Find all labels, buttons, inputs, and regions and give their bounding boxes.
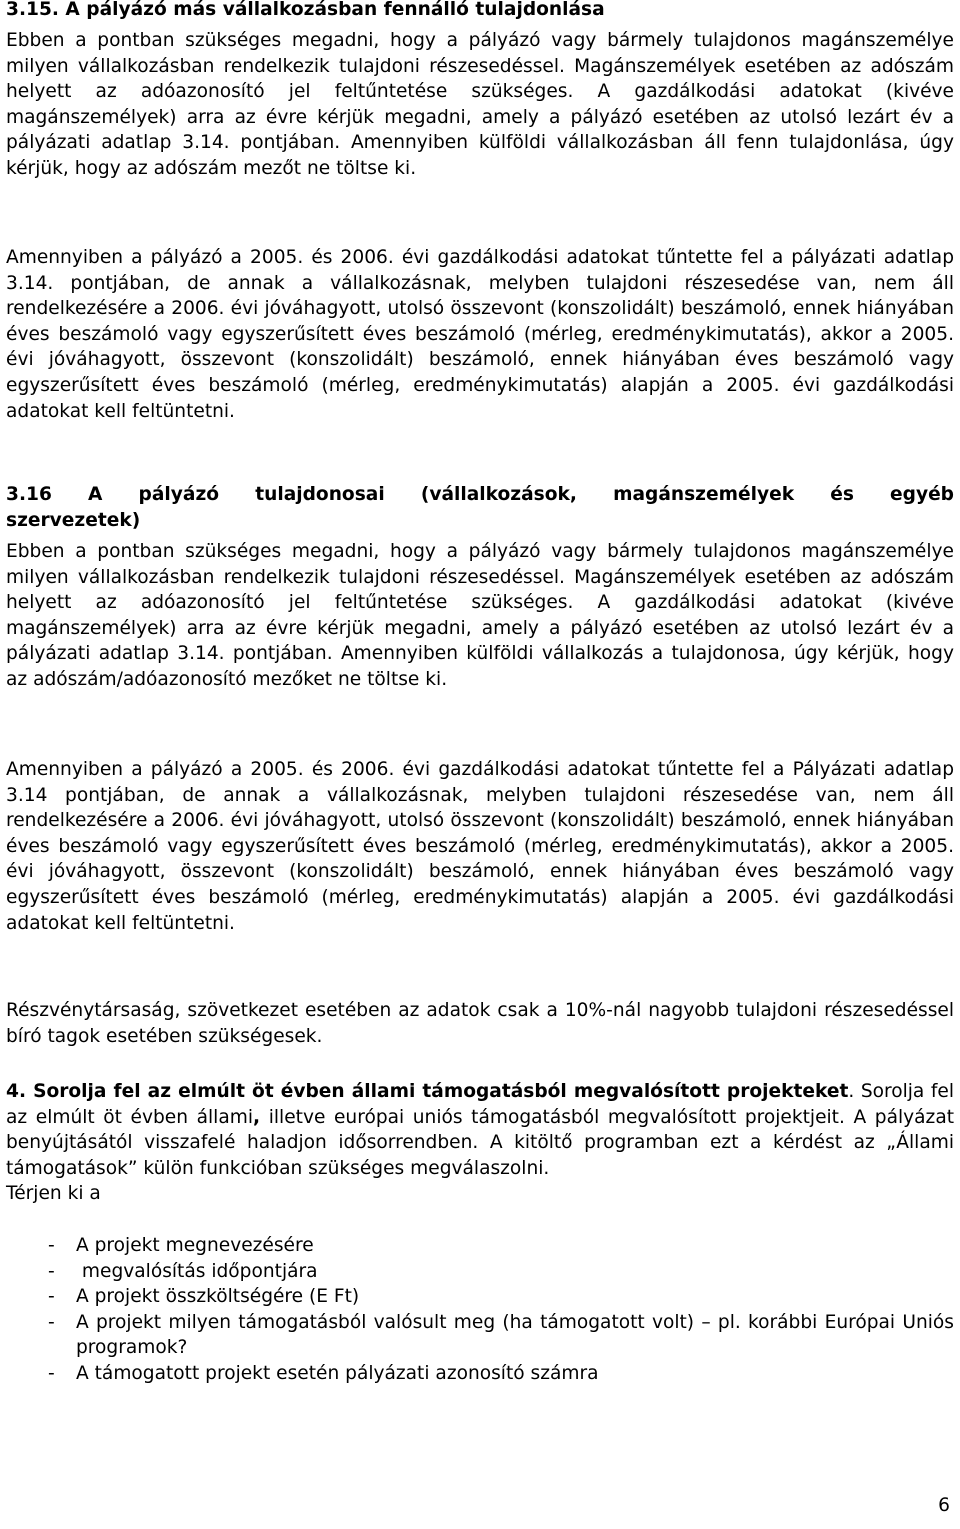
section-3-16-paragraph-3: Részvénytársaság, szövetkezet esetében az adatok csak a 10%-nál nagyobb tulajdoni részesedéssel bíró tagok esetében szükségesek.: [6, 1000, 954, 1047]
list-item-text: A projekt milyen támogatásból valósult meg (ha támogatott volt) – pl. korábbi Európai Uniós programok?: [76, 1311, 954, 1359]
section-4-heading: 4. Sorolja fel az elmúlt öt évben állami támogatásból megvalósított projekteket: [6, 1081, 849, 1102]
section-3-15-paragraph-1: Ebben a pontban szükséges megadni, hogy a pályázó vagy bármely tulajdonos magánszemélye milyen vállalkozásban rendelkezik tulajdoni részesedéssel. Magánszemélyek esetében az adószám helyett az adóazonosító jel feltűntetése szükséges. A gazdálkodási adatokat (kivéve magánszemélyek) arra az évre kérjük megadni, amely a pályázó esetében az utolsó lezárt év a pályázati adatlap 3.14. pontjában. Amennyiben külföldi vállalkozásban áll fenn tulajdonlása, úgy kérjük, hogy az adószám mezőt ne töltse ki.: [6, 30, 954, 179]
section-3-15-paragraph-2: Amennyiben a pályázó a 2005. és 2006. évi gazdálkodási adatokat tűntette fel a pályázati adatlap 3.14. pontjában, de annak a vállalkozásnak, melyben tulajdoni részesedése van, nem áll rendelkezésére a 2006. évi jóváhagyott, utolsó összevont (konszolidált) beszámoló, ennek hiányában éves beszámoló vagy egyszerűsített éves beszámoló (mérleg, eredménykimutatás), akkor a 2005. évi jóváhagyott, összevont (konszolidált) beszámoló, ennek hiányában éves beszámoló vagy egyszerűsített éves beszámoló (mérleg, eredménykimutatás) alapján a 2005. évi gazdálkodási adatokat kell feltüntetni.: [6, 247, 954, 422]
list-item: [6, 1233, 954, 1259]
section-4-block: [6, 1079, 954, 1207]
list-item: [6, 1310, 954, 1361]
section-3-16-heading: [6, 482, 954, 533]
list-dash: -: [48, 1235, 55, 1256]
list-item-text: A projekt megnevezésére: [76, 1235, 314, 1256]
list-item-text: A támogatott projekt esetén pályázati azonosító számra: [76, 1362, 599, 1384]
list-item: [6, 1361, 954, 1387]
page-number: 6: [938, 1495, 950, 1516]
section-4-intro: Térjen ki a: [6, 1183, 101, 1205]
list-item: [6, 1259, 954, 1285]
list-dash: -: [48, 1260, 55, 1282]
list-dash: -: [48, 1311, 55, 1333]
list-item: [6, 1284, 954, 1310]
list-item-text: A projekt összköltségére (E Ft): [76, 1286, 360, 1308]
section-3-16-heading-line-2: szervezetek): [6, 509, 141, 531]
list-dash: -: [48, 1362, 55, 1384]
section-3-16-paragraph-1: Ebben a pontban szükséges megadni, hogy a pályázó vagy bármely tulajdonos magánszemélye milyen vállalkozásban rendelkezik tulajdoni részesedéssel. Magánszemélyek esetében az adószám helyett az adóazonosító jel feltűntetése szükséges. A gazdálkodási adatokat (kivéve magánszemélyek) arra az évre kérjük megadni, amely a pályázó esetében az utolsó lezárt év a pályázati adatlap 3.14. pontjában. Amennyiben külföldi vállalkozás a tulajdonosa, úgy kérjük, hogy az adószám/adóazonosító mezőket ne töltse ki.: [6, 541, 954, 690]
list-item-text: megvalósítás időpontjára: [76, 1260, 318, 1282]
section-3-15-heading: 3.15. A pályázó más vállalkozásban fennálló tulajdonlása: [6, 0, 605, 20]
section-4-list: [6, 1233, 954, 1387]
section-4-heading-period: .: [848, 1081, 855, 1102]
section-4-body-b: illetve európai uniós támogatásból megvalósított projektjeit. A pályázat benyújtásától visszafelé haladjon idősorrendben. A kitöltő programban ezt a kérdést az „Állami támogatások” külön funkcióban szükséges megválaszolni.: [6, 1106, 955, 1179]
section-4-body-a: Sorolja fel az elmúlt öt évben állami: [6, 1081, 954, 1128]
section-3-16-heading-line-1: 3.16 A pályázó tulajdonosai (vállalkozások, magánszemélyek és egyéb: [6, 484, 954, 505]
section-3-16-paragraph-2: Amennyiben a pályázó a 2005. és 2006. évi gazdálkodási adatokat tűntette fel a Pályázati adatlap 3.14 pontjában, de annak a vállalkozásnak, melyben tulajdoni részesedése van, nem áll rendelkezésére a 2006. évi jóváhagyott, utolsó összevont (konszolidált) beszámoló, ennek hiányában éves beszámoló vagy egyszerűsített éves beszámoló (mérleg, eredménykimutatás), akkor a 2005. évi jóváhagyott, összevont (konszolidált) beszámoló, ennek hiányában éves beszámoló vagy egyszerűsített éves beszámoló (mérleg, eredménykimutatás) alapján a 2005. évi gazdálkodási adatokat kell feltüntetni.: [6, 759, 954, 934]
list-dash: -: [48, 1286, 55, 1308]
section-4-body-comma: ,: [253, 1106, 261, 1128]
